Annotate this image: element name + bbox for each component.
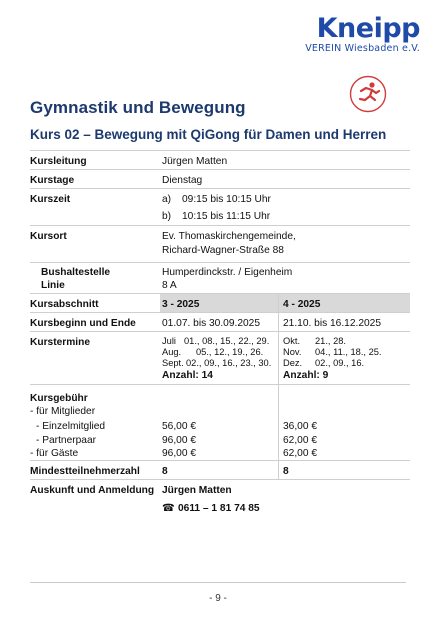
gebuehr-col1-partner: 96,00 € [162,435,196,446]
termine-col1-count: Anzahl: 14 [162,370,213,381]
termine-col2-days-1: 21., 28. [315,336,347,346]
row-kurszeit [30,188,410,225]
logo-subtitle: VEREIN Wiesbaden e.V. [305,43,420,54]
label-kurstermine: Kurstermine [30,337,91,348]
column-divider [278,332,279,384]
kursort-line2: Richard-Wagner-Straße 88 [162,245,284,256]
row-kurstermine [30,331,410,384]
column-divider [278,313,279,331]
row-kursleitung [30,150,410,169]
mindest-col1: 8 [162,466,168,477]
label-kurstage: Kurstage [30,175,75,186]
gebuehr-col2-gaeste: 62,00 € [283,448,317,459]
row-kursgebuehr [30,384,410,460]
course-title: Kurs 02 – Bewegung mit QiGong für Damen und Herren [30,127,387,142]
label-kursbeginn: Kursbeginn und Ende [30,318,136,329]
runner-circle-icon [349,75,387,113]
auskunft-name: Jürgen Matten [162,485,232,496]
termine-col2-count: Anzahl: 9 [283,370,329,381]
gebuehr-col1-gaeste: 96,00 € [162,448,196,459]
label-bushaltestelle: Bushaltestelle [41,267,111,278]
beginn-col1: 01.07. bis 30.09.2025 [162,318,260,329]
label-mindestteilnehmer: Mindestteilnehmerzahl [30,466,140,477]
kurszeit-b-marker: b) [162,211,172,222]
label-kurszeit: Kurszeit [30,194,71,205]
label-linie: Linie [41,280,65,291]
row-kursbeginn [30,312,410,331]
value-linie: 8 A [162,280,177,291]
termine-col2-days-2: 04., 11., 18., 25. [315,347,382,357]
label-kursleitung: Kursleitung [30,156,87,167]
beginn-col2: 21.10. bis 16.12.2025 [283,318,381,329]
kursort-line1: Ev. Thomaskirchengemeinde, [162,231,296,242]
row-bushaltestelle [30,262,410,293]
label-kursgebuehr: Kursgebühr [30,393,88,404]
termine-col1-days-2: 05., 12., 19., 26. [196,347,264,357]
kurszeit-b-value: 10:15 bis 11:15 Uhr [182,211,271,222]
label-partnerpaar: - Partnerpaar [36,435,97,446]
logo-title: Kneipp [316,13,420,44]
termine-col2-month-1: Okt. [283,336,301,346]
row-auskunft [30,479,410,522]
termine-col1-month-2: Aug. [162,347,182,357]
value-bushaltestelle: Humperdinckstr. / Eigenheim [162,267,293,278]
column-divider [278,461,279,479]
value-kursleitung: Jürgen Matten [162,156,228,167]
termine-col1-days-1: 01., 08., 15., 22., 29. [184,336,270,346]
abschnitt-col1: 3 - 2025 [162,299,200,310]
row-kurstage [30,169,410,188]
kneipp-logo [305,13,420,54]
column-divider [278,385,279,460]
row-mindestteilnehmer [30,460,410,479]
label-kursort: Kursort [30,231,67,242]
value-kurstage: Dienstag [162,175,203,186]
label-fuer-mitglieder: - für Mitglieder [30,406,96,417]
termine-col1-month-1: Juli [162,336,176,346]
termine-col2-month-2: Nov. [283,347,302,357]
auskunft-phone: 0611 – 1 81 74 85 [178,503,260,514]
page-number: - 9 - [209,593,227,604]
label-fuer-gaeste: - für Gäste [30,448,79,459]
gebuehr-col2-partner: 62,00 € [283,435,317,446]
label-einzelmitglied: - Einzelmitglied [36,421,106,432]
page-heading: Gymnastik und Bewegung [30,98,246,117]
label-kursabschnitt: Kursabschnitt [30,299,99,310]
gebuehr-col2-einzel: 36,00 € [283,421,317,432]
termine-col2-month-3: Dez. [283,358,303,368]
course-table [30,150,410,522]
abschnitt-col2: 4 - 2025 [283,299,321,310]
row-kursort [30,225,410,262]
footer-divider [30,582,406,583]
label-auskunft: Auskunft und Anmeldung [30,485,155,496]
kurszeit-a-value: 09:15 bis 10:15 Uhr [182,194,271,205]
phone-icon: ☎ [162,503,175,514]
column-divider [278,294,279,312]
row-kursabschnitt [30,293,410,312]
gebuehr-col1-einzel: 56,00 € [162,421,196,432]
termine-col1-month-3: Sept. [162,358,184,368]
mindest-col2: 8 [283,466,289,477]
termine-col2-days-3: 02., 09., 16. [315,358,365,368]
termine-col1-days-3: 02., 09., 16., 23., 30. [186,358,272,368]
kurszeit-a-marker: a) [162,194,172,205]
